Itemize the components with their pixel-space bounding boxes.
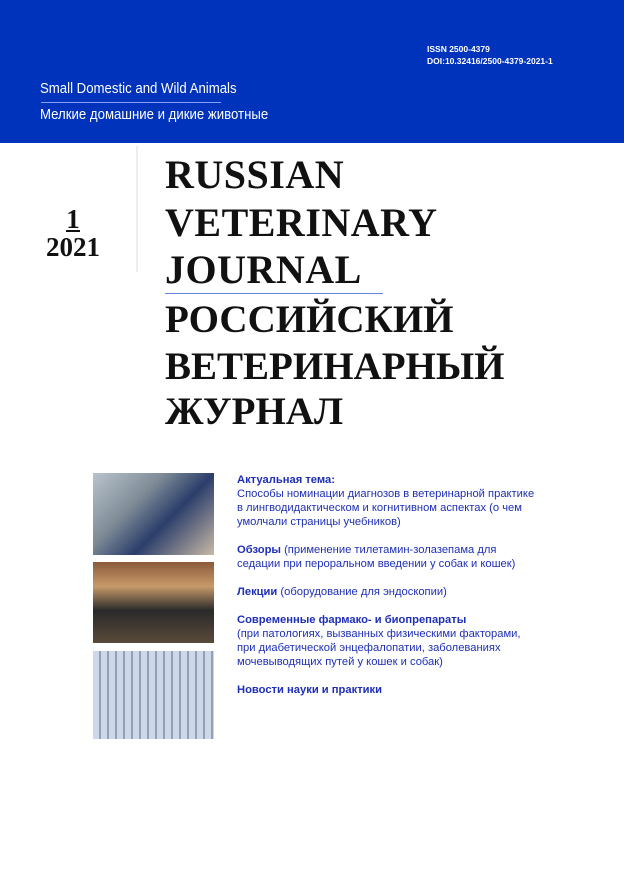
title-en-line-1: RUSSIAN [165,152,345,197]
title-ru-line-3: ЖУРНАЛ [165,390,344,433]
toc-text: (применение тилетамин-золазепама для седации при пероральном введении у собак и кошек) [237,544,516,570]
title-en-line-2: VETERINARY [165,200,438,245]
toc-item [237,543,537,571]
subtitle-en: Small Domestic and Wild Animals [40,80,237,97]
issue-number [28,205,118,261]
title-ru-line-2: ВЕТЕРИНАРНЫЙ [165,345,505,388]
subtitle-divider [41,102,221,103]
dogs-in-cage-photo [93,651,214,739]
title-divider [165,293,383,294]
toc-heading: Обзоры [237,544,281,556]
toc-heading: Лекции [237,586,278,598]
issue-year: 2021 [46,232,100,262]
toc-text: Способы номинации диагнозов в ветеринарной практике в лингводидактическом и когнитивном аспектах (о чем умолчали страницы учебников) [237,488,535,528]
toc-text: (при патологиях, вызванных физическими факторами, при диабетической энцефалопатии, заболеваниях мочевыводящих путей у кошек и собак) [237,628,521,668]
toc-heading: Новости науки и практики [237,684,383,696]
endoscopy-photo [93,473,214,555]
vertical-divider [136,146,138,272]
issn: ISSN 2500-4379 [427,44,490,54]
toc-item [237,683,537,697]
toc-text: (оборудование для эндоскопии) [277,586,447,598]
subtitle-ru: Мелкие домашние и дикие животные [40,106,269,123]
toc-item [237,613,537,669]
issue-num: 1 [66,204,80,234]
toc-heading: Современные фармако- и биопрепараты [237,614,467,626]
title-ru-line-1: РОССИЙСКИЙ [165,298,454,341]
toc-item [237,473,537,529]
doi: DOI:10.32416/2500-4379-2021-1 [427,56,553,66]
title-en-line-3: JOURNAL [165,247,362,292]
group-photo [93,562,214,643]
toc-heading: Актуальная тема: [237,474,335,486]
table-of-contents [237,473,537,711]
toc-item [237,585,537,599]
issn-block [427,43,553,67]
